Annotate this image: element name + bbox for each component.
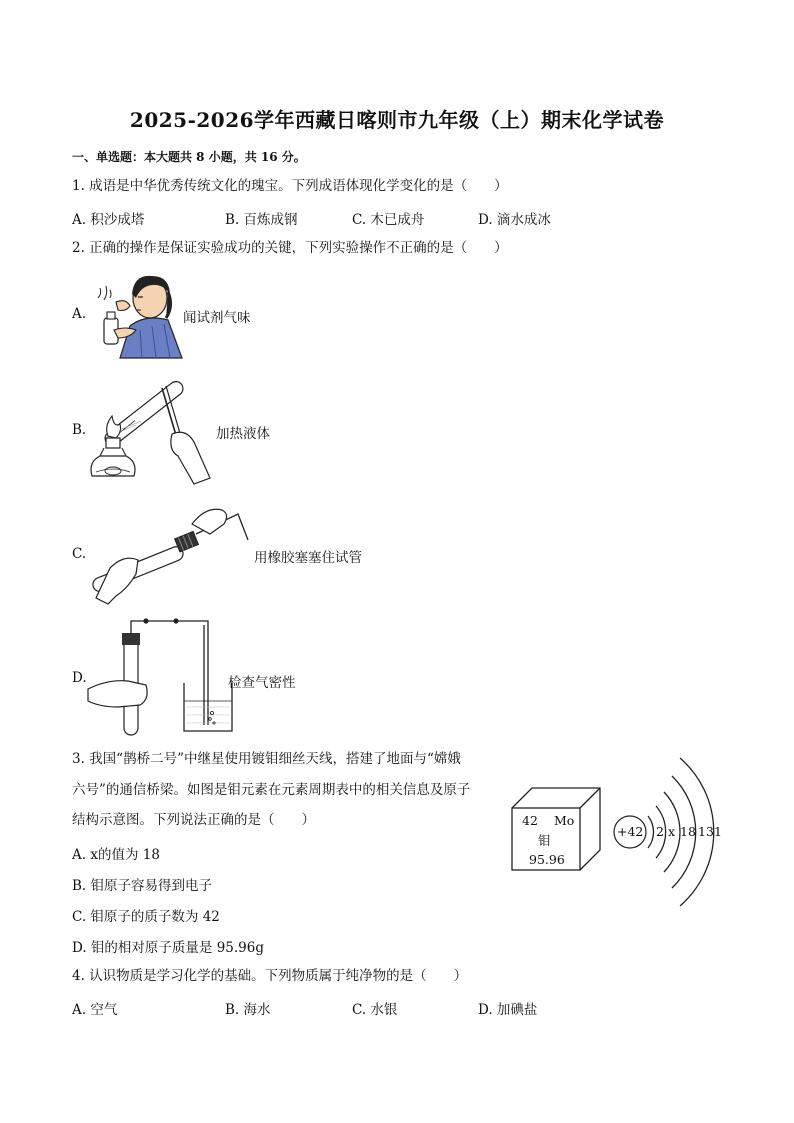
question-3-stem-line-3: 结构示意图。下列说法正确的是（ ） xyxy=(72,812,315,828)
element-atomic-mass: 95.96 xyxy=(529,852,565,867)
question-3-stem-line-1: 3. 我国“鹊桥二号”中继星使用镀钼细丝天线，搭建了地面与“嫦娥 xyxy=(72,751,461,767)
shell-5-electrons: 1 xyxy=(714,824,722,839)
exam-title: 2025-2026学年西藏日喀则市九年级（上）期末化学试卷 xyxy=(129,108,665,132)
shell-1-electrons: 2 xyxy=(656,824,664,839)
q3-option-a: A. x的值为 18 xyxy=(72,847,160,863)
rubber-stopper-illustration xyxy=(88,500,250,605)
q2-option-c-letter: C. xyxy=(72,546,87,562)
q4-option-a: A. 空气 xyxy=(72,1002,118,1018)
q2-option-b-caption: 加热液体 xyxy=(216,426,270,442)
q3-option-c: C. 钼原子的质子数为 42 xyxy=(72,909,220,925)
q4-option-c: C. 水银 xyxy=(352,1002,398,1018)
element-name: 钼 xyxy=(538,833,551,848)
q2-option-a-caption: 闻试剂气味 xyxy=(183,310,251,326)
q3-option-d: D. 钼的相对原子质量是 95.96g xyxy=(72,940,265,956)
q2-option-d-caption: 检查气密性 xyxy=(228,675,296,691)
q3-option-b: B. 钼原子容易得到电子 xyxy=(72,878,213,894)
section-heading: 一、单选题：本大题共 8 小题，共 16 分。 xyxy=(72,150,306,164)
q1-option-a: A. 积沙成塔 xyxy=(72,212,145,228)
heating-liquid-illustration xyxy=(86,372,216,490)
question-1-stem: 1. 成语是中华优秀传统文化的瑰宝。下列成语体现化学变化的是（ ） xyxy=(72,178,508,194)
q2-option-c-caption: 用橡胶塞塞住试管 xyxy=(254,550,362,566)
q2-option-b-letter: B. xyxy=(72,422,87,438)
element-atomic-number: 42 xyxy=(522,813,538,828)
shell-2-electrons: x xyxy=(668,824,676,839)
q4-option-b: B. 海水 xyxy=(225,1002,271,1018)
q1-option-c: C. 木已成舟 xyxy=(352,212,425,228)
question-3-stem-line-2: 六号”的通信桥梁。如图是钼元素在元素周期表中的相关信息及原子 xyxy=(72,782,471,798)
shell-4-electrons: 13 xyxy=(698,824,714,839)
airtightness-check-illustration xyxy=(88,615,233,737)
element-symbol: Mo xyxy=(554,813,575,828)
q1-option-d: D. 滴水成冰 xyxy=(478,212,551,228)
q4-option-d: D. 加碘盐 xyxy=(478,1002,538,1018)
smelling-reagent-illustration xyxy=(90,268,185,360)
q1-option-b: B. 百炼成钢 xyxy=(225,212,298,228)
shell-3-electrons: 18 xyxy=(680,824,696,839)
question-4-stem: 4. 认识物质是学习化学的基础。下列物质属于纯净物的是（ ） xyxy=(72,968,468,984)
q2-option-d-letter: D. xyxy=(72,670,87,686)
nucleus-charge: +42 xyxy=(617,824,644,839)
q2-option-a-letter: A. xyxy=(72,306,87,322)
question-2-stem: 2. 正确的操作是保证实验成功的关键，下列实验操作不正确的是（ ） xyxy=(72,240,508,256)
